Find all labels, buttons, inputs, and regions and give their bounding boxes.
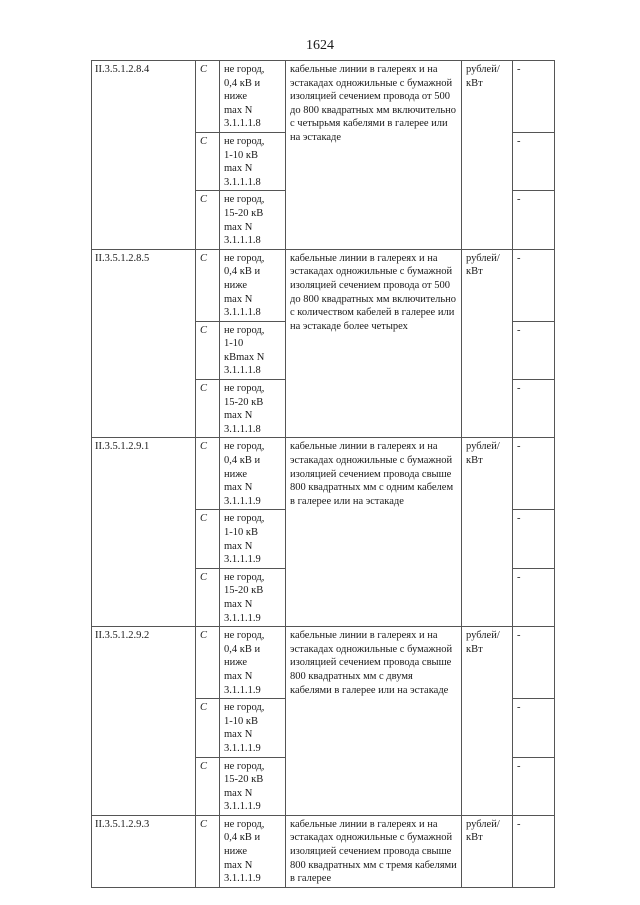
description-text: кабельные линии в галереях и на эстакадах одножильные с бумажной изоляцией сечением провода свыше 800 квадратных мм с тремя кабелями в галерее — [290, 818, 457, 885]
category-cell: С — [196, 132, 220, 190]
voltage-cell — [220, 132, 286, 190]
category-cell: С — [196, 699, 220, 757]
category-cell: С — [196, 191, 220, 249]
value-cell: - — [513, 61, 555, 133]
category-cell: С — [196, 249, 220, 321]
voltage-text: не город, 15-20 кВ max N 3.1.1.1.8 — [224, 383, 265, 435]
value-cell: - — [513, 380, 555, 438]
voltage-cell — [220, 321, 286, 379]
voltage-cell — [220, 627, 286, 699]
description-cell — [286, 627, 462, 816]
value-cell: - — [513, 132, 555, 190]
table-body — [92, 61, 555, 888]
category-cell: С — [196, 757, 220, 815]
row-code: II.3.5.1.2.9.2 — [92, 627, 196, 816]
category-cell: С — [196, 627, 220, 699]
value-cell: - — [513, 757, 555, 815]
category-cell: С — [196, 815, 220, 887]
voltage-text: не город, 1-10 кВ max N 3.1.1.1.8 — [224, 135, 265, 188]
page-number: 1624 — [306, 38, 334, 53]
voltage-cell — [220, 699, 286, 757]
voltage-text: не город, 1-10 кВmax N 3.1.1.1.8 — [224, 324, 265, 377]
table-row — [92, 627, 555, 699]
table-row — [92, 438, 555, 510]
row-code: II.3.5.1.2.9.3 — [92, 815, 196, 887]
voltage-text: не город, 0,4 кВ и ниже max N 3.1.1.1.9 — [224, 818, 265, 885]
voltage-text: не город, 15-20 кВ max N 3.1.1.1.9 — [224, 571, 265, 624]
voltage-cell — [220, 438, 286, 510]
voltage-text: не город, 1-10 кВ max N 3.1.1.1.9 — [224, 702, 265, 754]
value-cell: - — [513, 321, 555, 379]
value-cell: - — [513, 627, 555, 699]
unit-text: рублей/ кВт — [466, 818, 500, 844]
row-code: II.3.5.1.2.9.1 — [92, 438, 196, 627]
voltage-text: не город, 1-10 кВ max N 3.1.1.1.9 — [224, 513, 265, 566]
category-cell: С — [196, 321, 220, 379]
tariff-table — [91, 60, 555, 888]
voltage-cell — [220, 249, 286, 321]
voltage-cell — [220, 757, 286, 815]
voltage-text: не город, 0,4 кВ и ниже max N 3.1.1.1.8 — [224, 64, 265, 130]
voltage-cell — [220, 380, 286, 438]
description-text: кабельные линии в галереях и на эстакадах одножильные с бумажной изоляцией сечением провода от 500 до 800 квадратных мм включительно с количеством кабелей в галерее или на эстакаде более четырех — [290, 252, 456, 332]
unit-cell — [462, 249, 513, 438]
unit-text: рублей/ кВт — [466, 64, 500, 89]
value-cell: - — [513, 568, 555, 626]
description-cell — [286, 249, 462, 438]
unit-cell — [462, 438, 513, 627]
table-row — [92, 61, 555, 133]
unit-text: рублей/ кВт — [466, 630, 500, 655]
voltage-cell — [220, 191, 286, 249]
voltage-cell — [220, 815, 286, 887]
voltage-text: не город, 0,4 кВ и ниже max N 3.1.1.1.9 — [224, 630, 265, 696]
category-cell: С — [196, 438, 220, 510]
value-cell: - — [513, 191, 555, 249]
unit-text: рублей/ кВт — [466, 441, 500, 467]
description-cell — [286, 815, 462, 887]
voltage-cell — [220, 510, 286, 568]
description-text: кабельные линии в галереях и на эстакадах одножильные с бумажной изоляцией сечением провода от 500 до 800 квадратных мм включительно с четырьмя кабелями в галерее или на эстакаде — [290, 64, 456, 143]
table-row — [92, 815, 555, 887]
category-cell: С — [196, 380, 220, 438]
category-cell: С — [196, 61, 220, 133]
voltage-cell — [220, 568, 286, 626]
description-cell — [286, 61, 462, 250]
unit-cell — [462, 627, 513, 816]
voltage-text: не город, 15-20 кВ max N 3.1.1.1.9 — [224, 760, 265, 813]
voltage-text: не город, 0,4 кВ и ниже max N 3.1.1.1.9 — [224, 441, 265, 507]
description-cell — [286, 438, 462, 627]
unit-text: рублей/ кВт — [466, 252, 500, 278]
row-code: II.3.5.1.2.8.4 — [92, 61, 196, 250]
voltage-text: не город, 15-20 кВ max N 3.1.1.1.8 — [224, 194, 265, 247]
value-cell: - — [513, 249, 555, 321]
category-cell: С — [196, 568, 220, 626]
description-text: кабельные линии в галереях и на эстакадах одножильные с бумажной изоляцией сечением провода свыше 800 квадратных мм с одним кабелем в галерее или на эстакаде — [290, 441, 454, 507]
category-cell: С — [196, 510, 220, 568]
unit-cell — [462, 815, 513, 887]
row-code: II.3.5.1.2.8.5 — [92, 249, 196, 438]
value-cell: - — [513, 699, 555, 757]
value-cell: - — [513, 815, 555, 887]
value-cell: - — [513, 438, 555, 510]
description-text: кабельные линии в галереях и на эстакадах одножильные с бумажной изоляцией сечением провода свыше 800 квадратных мм с двумя кабелями в галерее или на эстакаде — [290, 630, 453, 696]
voltage-cell — [220, 61, 286, 133]
value-cell: - — [513, 510, 555, 568]
voltage-text: не город, 0,4 кВ и ниже max N 3.1.1.1.8 — [224, 252, 265, 319]
table-row — [92, 249, 555, 321]
unit-cell — [462, 61, 513, 250]
